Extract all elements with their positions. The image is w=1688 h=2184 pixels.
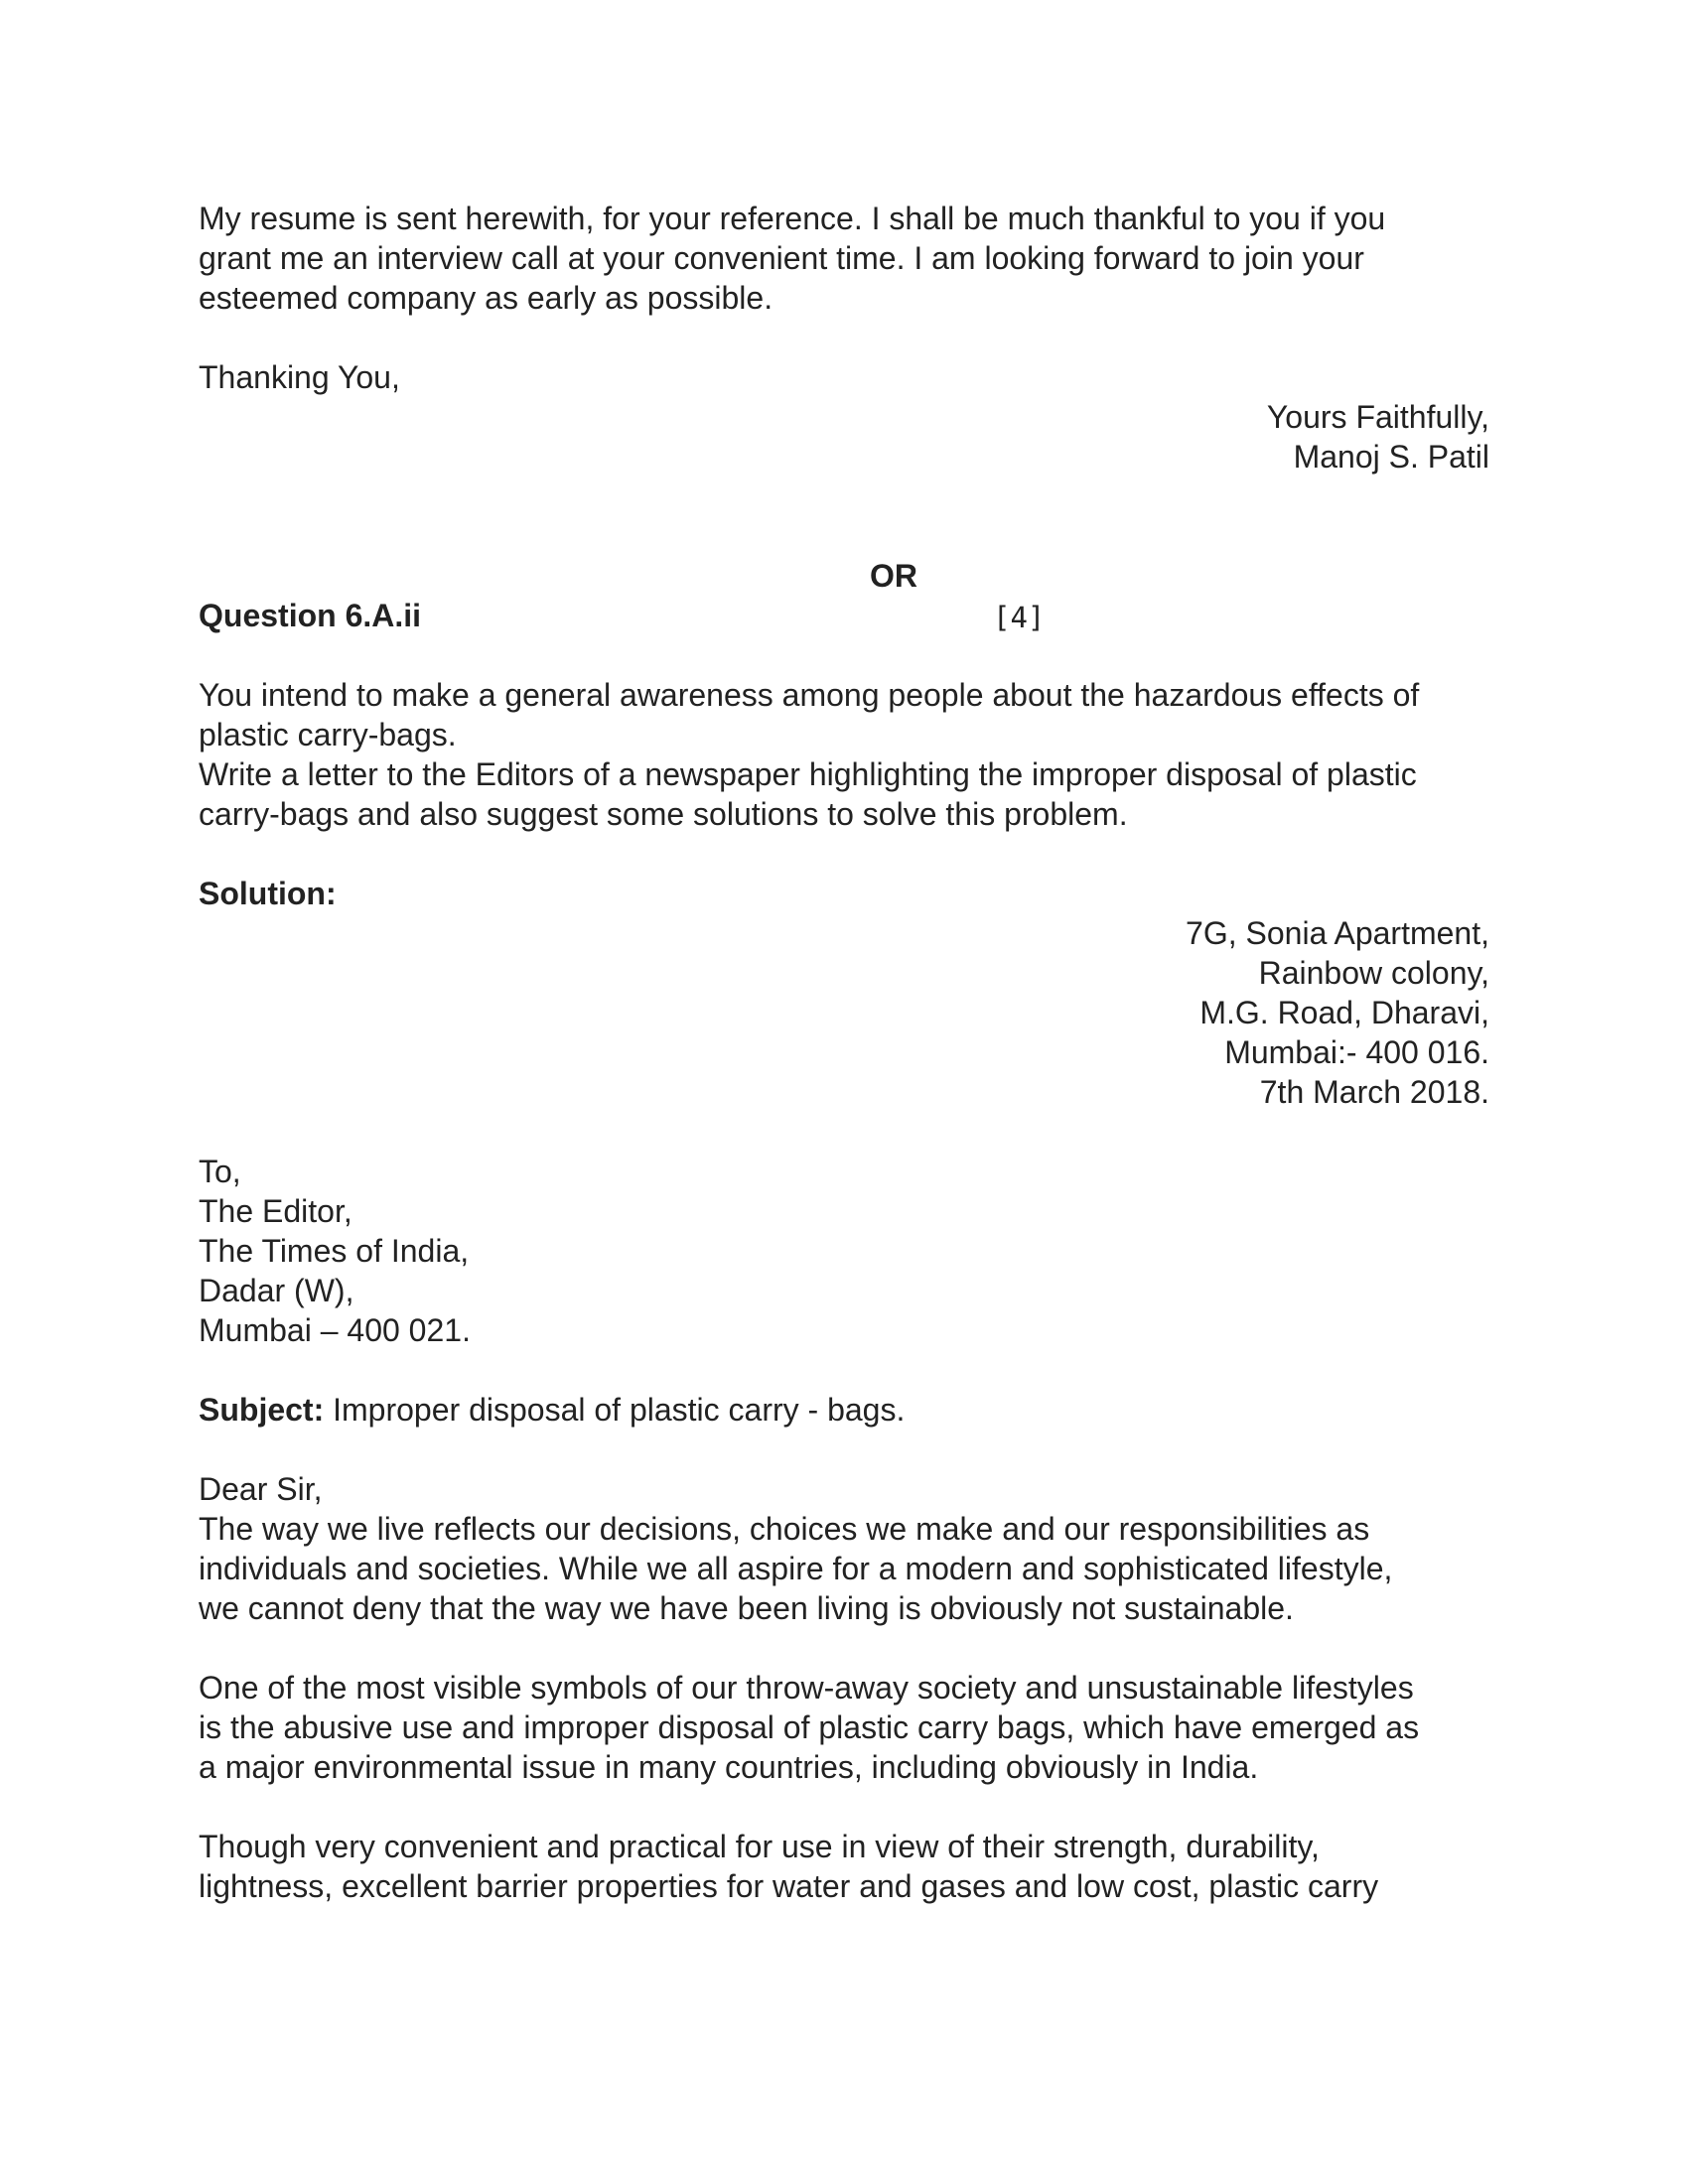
- recipient-address: [199, 1152, 1489, 1350]
- question-marks: [4]: [993, 601, 1046, 634]
- text-line: plastic carry-bags.: [199, 717, 457, 752]
- recipient-line: Mumbai – 400 021.: [199, 1312, 471, 1348]
- question-header: [199, 596, 1489, 635]
- text-line: a major environmental issue in many countries, including obviously in India.: [199, 1749, 1259, 1785]
- recipient-line: Dadar (W),: [199, 1273, 354, 1308]
- signatory-name: Manoj S. Patil: [1293, 439, 1489, 475]
- text-line: You intend to make a general awareness among people about the hazardous effects of: [199, 677, 1420, 713]
- thanking-line: Thanking You,: [199, 359, 400, 395]
- recipient-line: The Editor,: [199, 1193, 352, 1229]
- subject-line: [199, 1390, 1489, 1430]
- subject-label: Subject:: [199, 1392, 325, 1428]
- question-label: Question 6.A.ii: [199, 598, 422, 633]
- body-paragraph: [199, 1668, 1489, 1787]
- sender-address: [199, 913, 1489, 1112]
- body-paragraph: [199, 1827, 1489, 1906]
- closing-line: Yours Faithfully,: [1266, 399, 1489, 435]
- text-line: One of the most visible symbols of our throw-away society and unsustainable lifestyles: [199, 1670, 1414, 1706]
- address-line: Mumbai:- 400 016.: [1224, 1034, 1489, 1070]
- text-line: is the abusive use and improper disposal of plastic carry bags, which have emerged as: [199, 1709, 1420, 1745]
- text-line: The way we live reflects our decisions, choices we make and our responsibilities as: [199, 1511, 1370, 1547]
- text-line: esteemed company as early as possible.: [199, 280, 774, 316]
- signoff-block: [199, 397, 1489, 477]
- body-paragraph: [199, 1509, 1489, 1628]
- question-text: [199, 675, 1489, 834]
- subject-text: Improper disposal of plastic carry - bags.: [324, 1392, 906, 1428]
- text-line: individuals and societies. While we all aspire for a modern and sophisticated lifestyle,: [199, 1551, 1393, 1586]
- letter-date: 7th March 2018.: [1259, 1074, 1489, 1110]
- text-line: grant me an interview call at your convenient time. I am looking forward to join your: [199, 240, 1364, 276]
- address-line: Rainbow colony,: [1258, 955, 1489, 991]
- or-separator: OR: [870, 558, 917, 594]
- text-line: carry-bags and also suggest some solutions to solve this problem.: [199, 796, 1128, 832]
- address-line: M.G. Road, Dharavi,: [1199, 995, 1489, 1030]
- recipient-line: To,: [199, 1154, 241, 1189]
- address-line: 7G, Sonia Apartment,: [1186, 915, 1489, 951]
- document-page: [199, 199, 1489, 1906]
- text-line: lightness, excellent barrier properties for water and gases and low cost, plastic carry: [199, 1868, 1379, 1904]
- text-line: Write a letter to the Editors of a newspaper highlighting the improper disposal of plastic: [199, 756, 1417, 792]
- text-line: Though very convenient and practical for use in view of their strength, durability,: [199, 1829, 1320, 1864]
- solution-label: Solution:: [199, 876, 337, 911]
- resume-paragraph: [199, 199, 1489, 318]
- recipient-line: The Times of India,: [199, 1233, 470, 1269]
- text-line: My resume is sent herewith, for your reference. I shall be much thankful to you if you: [199, 201, 1386, 236]
- text-line: we cannot deny that the way we have been living is obviously not sustainable.: [199, 1590, 1294, 1626]
- salutation: Dear Sir,: [199, 1471, 323, 1507]
